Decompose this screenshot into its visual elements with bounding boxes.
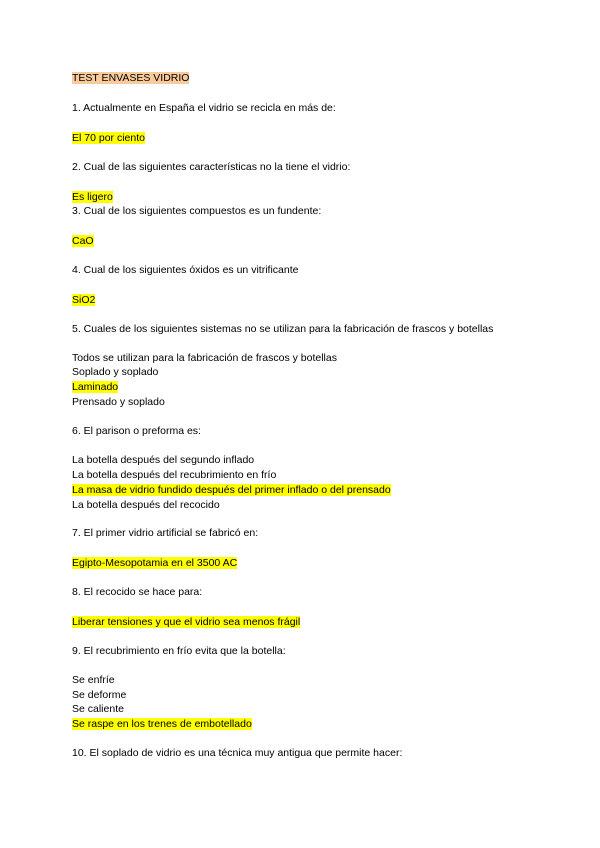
question-10: 10. El soplado de vidrio es una técnica muy antigua que permite hacer: bbox=[72, 747, 403, 759]
question-8: 8. El recocido se hace para: bbox=[72, 586, 203, 598]
option-5a: Todos se utilizan para la fabricación de frascos y botellas bbox=[72, 352, 337, 364]
option-9b: Se deforme bbox=[72, 689, 127, 701]
question-9: 9. El recubrimiento en frío evita que la botella: bbox=[72, 645, 286, 657]
option-9d-answer: Se raspe en los trenes de embotellado bbox=[72, 718, 252, 730]
option-5d: Prensado y soplado bbox=[72, 396, 165, 408]
answer-2: Es ligero bbox=[72, 191, 113, 203]
answer-3: CaO bbox=[72, 235, 94, 247]
option-5c-answer: Laminado bbox=[72, 381, 119, 393]
option-6a: La botella después del segundo inflado bbox=[72, 454, 255, 466]
answer-7: Egipto-Mesopotamia en el 3500 AC bbox=[72, 557, 238, 569]
option-6b: La botella después del recubrimiento en frío bbox=[72, 469, 277, 481]
question-5: 5. Cuales de los siguientes sistemas no se utilizan para la fabricación de frascos y botellas bbox=[72, 323, 494, 335]
option-6c-answer: La masa de vidrio fundido después del primer inflado o del prensado bbox=[72, 484, 391, 496]
question-7: 7. El primer vidrio artificial se fabricó en: bbox=[72, 527, 259, 539]
question-1: 1. Actualmente en España el vidrio se recicla en más de: bbox=[72, 102, 336, 114]
answer-1: El 70 por ciento bbox=[72, 132, 145, 144]
option-6d: La botella después del recocido bbox=[72, 499, 220, 511]
document-title: TEST ENVASES VIDRIO bbox=[72, 72, 190, 84]
answer-4: SiO2 bbox=[72, 294, 96, 306]
option-5b: Soplado y soplado bbox=[72, 366, 159, 378]
question-3: 3. Cual de los siguientes compuestos es un fundente: bbox=[72, 205, 322, 217]
question-6: 6. El parison o preforma es: bbox=[72, 425, 201, 437]
question-4: 4. Cual de los siguientes óxidos es un vitrificante bbox=[72, 264, 299, 276]
question-2: 2. Cual de las siguientes características no la tiene el vidrio: bbox=[72, 161, 351, 173]
option-9a: Se enfríe bbox=[72, 674, 115, 686]
answer-8: Liberar tensiones y que el vidrio sea menos frágil bbox=[72, 616, 301, 628]
option-9c: Se caliente bbox=[72, 703, 124, 715]
